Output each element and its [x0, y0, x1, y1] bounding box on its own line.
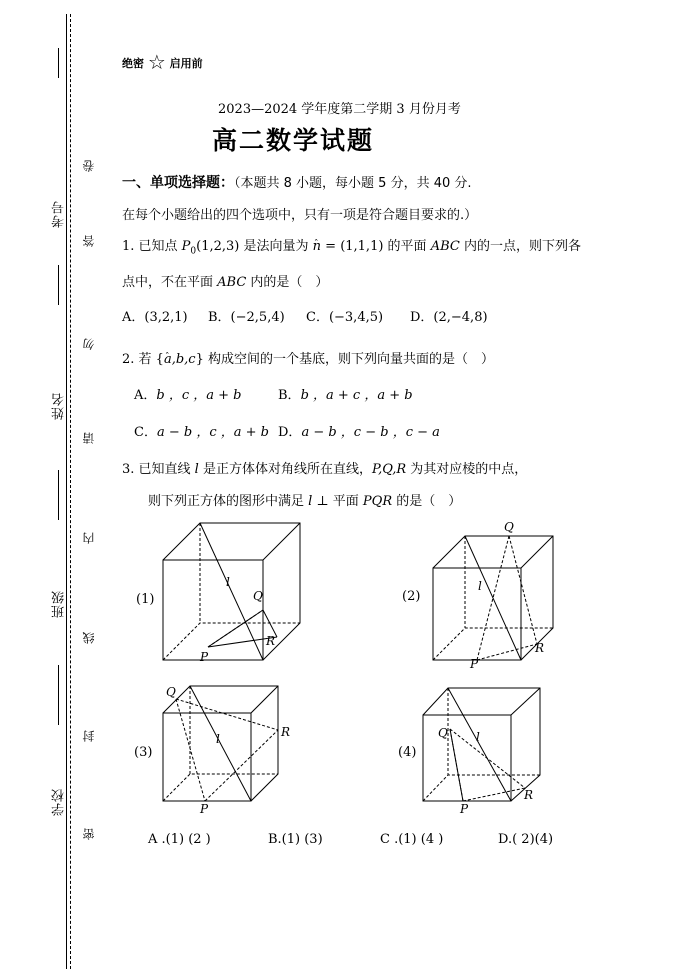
- q2-option-b-text: b ，a + c ，a + b: [300, 388, 413, 403]
- seal-mark: 勿: [82, 338, 96, 350]
- binding-line-solid: [66, 14, 67, 969]
- figure-label-3: (3): [134, 745, 153, 760]
- seal-mark: 线: [82, 632, 96, 644]
- cube-figure-2: [430, 518, 570, 670]
- fig2-label-r: R: [535, 641, 545, 655]
- fig3-label-p: P: [200, 802, 209, 816]
- q2-option-b-label: B．: [278, 388, 301, 403]
- q3-line2a: 则下列正方体的图形中满足: [148, 494, 309, 509]
- seal-mark: 内: [82, 532, 96, 544]
- q1-plane: ABC: [430, 239, 460, 254]
- seal-mark: 答: [82, 235, 96, 247]
- q2-basis: ˇ a,b,c: [164, 352, 196, 367]
- fig2-label-l: l: [478, 579, 482, 593]
- q1-option-b[interactable]: B．(−2,5,4): [208, 310, 285, 325]
- fig2-label-q: Q: [504, 520, 514, 534]
- q2-suffix: } 构成空间的一个基底，则下列向量共面的是（ ）: [195, 352, 494, 367]
- q2-prefix: 2. 若 {: [122, 352, 164, 367]
- cube-figure-4: [420, 685, 550, 817]
- seal-left-text: 绝密: [122, 57, 144, 70]
- q2-option-c[interactable]: [134, 421, 269, 440]
- q2-option-d-text: a − b ，c − b ，c − a: [301, 425, 440, 440]
- question-1-line-1: [122, 235, 581, 257]
- q2-option-c-text: a − b ，c ，a + b: [156, 425, 269, 440]
- q3-line2c: 的是（ ）: [392, 494, 462, 509]
- figure-label-1: (1): [136, 592, 155, 607]
- fig3-label-l: l: [216, 732, 220, 746]
- q3-pqr: P,Q,R: [371, 462, 407, 477]
- question-1-line-2: [122, 271, 328, 290]
- margin-label-school: 学校: [52, 788, 67, 816]
- seal-mark: 请: [82, 432, 96, 444]
- fig4-label-p: P: [460, 802, 469, 816]
- q1-prefix: 1. 已知点: [122, 239, 182, 254]
- fig1-label-p: P: [200, 650, 209, 664]
- cube-figure-1: [160, 520, 310, 665]
- margin-label-exam-no: 考号: [52, 200, 67, 228]
- q3-line-l: l: [194, 462, 199, 477]
- q1-point-sub: 0: [190, 246, 197, 257]
- q1-point: P: [181, 239, 191, 254]
- seal-right-text: 启用前: [169, 57, 203, 70]
- seal-mark: 封: [82, 730, 96, 742]
- fig4-label-l: l: [476, 730, 480, 744]
- cube-figure-3: [160, 683, 300, 818]
- binding-line-dashed: [70, 14, 71, 969]
- seal-classification: [122, 48, 203, 72]
- q1-option-c[interactable]: C．(−3,4,5): [306, 310, 384, 325]
- section-instructions-2: 在每个小题给出的四个选项中，只有一项是符合题目要求的.）: [122, 208, 478, 223]
- margin-underline: [58, 48, 60, 78]
- q1-option-d[interactable]: D．(2,−4,8): [410, 310, 488, 325]
- page-title: 高二数学试题: [212, 126, 375, 155]
- seal-mark: 卷: [82, 160, 96, 172]
- q3-line1c: 为其对应棱的中点，: [406, 462, 528, 477]
- q1-coords: (1,2,3): [196, 239, 240, 254]
- fig1-label-l: l: [226, 575, 230, 589]
- q3-option-c[interactable]: C .(1) (4 ): [380, 832, 444, 847]
- q2-option-a-label: A．: [134, 388, 157, 403]
- fig4-label-q: Q: [438, 726, 448, 740]
- q2-option-c-label: C．: [134, 425, 157, 440]
- q2-option-a[interactable]: [134, 384, 242, 403]
- section-heading-label: 一、单项选择题：: [122, 175, 234, 191]
- question-2-stem: [122, 348, 494, 367]
- q2-option-a-text: b ，c ，a + b: [156, 388, 242, 403]
- q1-line2a: 点中，不在平面: [122, 275, 218, 290]
- section-instructions-1: （本题共 8 小题，每小题 5 分，共 40 分.: [234, 176, 472, 191]
- margin-label-name: 姓名: [52, 392, 67, 420]
- q3-line1a: 3. 已知直线: [122, 462, 195, 477]
- q1-suffix: 内的一点，则下列各: [459, 239, 581, 254]
- fig1-label-r: R: [266, 634, 276, 648]
- q3-line2b: 平面: [328, 494, 363, 509]
- q1-mid: 是法向量为: [239, 239, 313, 254]
- q1-normal-vector: ˇ n: [313, 239, 321, 254]
- q2-option-d-label: D．: [278, 425, 302, 440]
- q2-option-d[interactable]: [278, 421, 440, 440]
- margin-underline: [58, 265, 60, 305]
- fig1-label-q: Q: [253, 589, 263, 603]
- q1-line2b: 内的是（ ）: [246, 275, 329, 290]
- fig3-label-r: R: [281, 725, 291, 739]
- margin-underline: [58, 665, 60, 725]
- question-3-line-1: [122, 458, 527, 477]
- q2-option-b[interactable]: [278, 384, 413, 403]
- fig2-label-p: P: [470, 657, 479, 670]
- margin-underline: [58, 470, 60, 520]
- figure-label-4: (4): [398, 745, 417, 760]
- section-heading: [122, 172, 472, 192]
- question-3-line-2: [148, 490, 461, 509]
- q3-line1b: 是正方体体对角线所在直线，: [198, 462, 372, 477]
- q1-option-a[interactable]: A．(3,2,1): [122, 310, 188, 325]
- fig4-label-r: R: [524, 788, 534, 802]
- q1-vector-value: = (1,1,1) 的平面: [321, 239, 431, 254]
- q3-option-d[interactable]: D.( 2)(4): [498, 832, 554, 847]
- q3-option-a[interactable]: A .(1) (2 ): [148, 832, 211, 847]
- star-icon: ☆: [147, 50, 166, 74]
- q3-option-b[interactable]: B.(1) (3): [268, 832, 323, 847]
- exam-subtitle: 2023—2024 学年度第二学期 3 月份月考: [218, 102, 461, 117]
- q1-plane-2: ABC: [217, 275, 247, 290]
- q3-perp: l ⊥: [308, 494, 329, 509]
- q3-plane: PQR: [362, 494, 393, 509]
- fig3-label-q: Q: [166, 685, 176, 699]
- margin-label-class: 班级: [52, 590, 67, 618]
- figure-label-2: (2): [402, 589, 421, 604]
- seal-mark: 密: [82, 828, 96, 840]
